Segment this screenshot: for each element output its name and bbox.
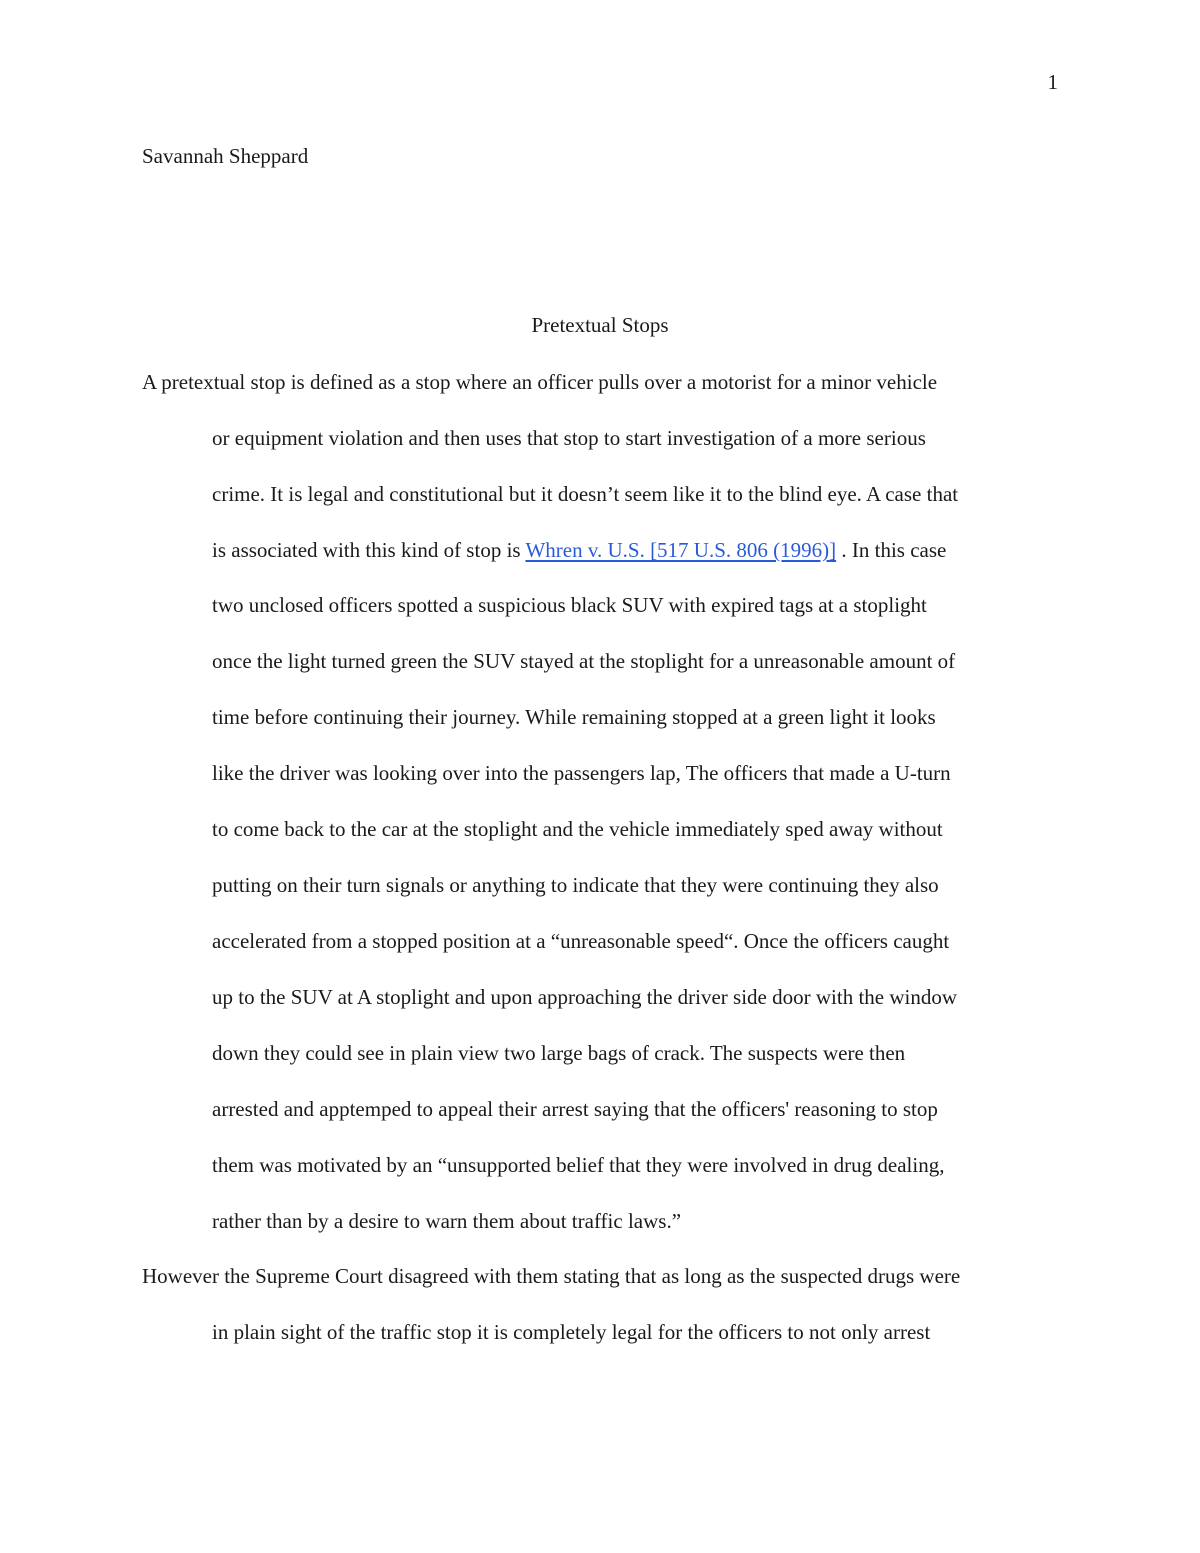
paragraph1-line-5: two unclosed officers spotted a suspicious black SUV with expired tags at a stoplight	[212, 593, 927, 617]
line4-text-before: is associated with this kind of stop is	[212, 538, 526, 562]
paragraph1-line-6: once the light turned green the SUV stayed at the stoplight for a unreasonable amount of	[212, 649, 956, 673]
paragraph1-line-11: accelerated from a stopped position at a “unreasonable speed“. Once the officers caught	[212, 929, 950, 953]
paragraph2-line-2: in plain sight of the traffic stop it is completely legal for the officers to not only arrest	[212, 1320, 931, 1344]
paragraph1-line-16: rather than by a desire to warn them about traffic laws.”	[212, 1209, 682, 1233]
paragraph1-line-9: to come back to the car at the stoplight and the vehicle immediately sped away without	[212, 817, 943, 841]
paragraph2-line-1: However the Supreme Court disagreed with them stating that as long as the suspected drugs were	[142, 1264, 961, 1288]
paragraph1-line-15: them was motivated by an “unsupported belief that they were involved in drug dealing,	[212, 1153, 945, 1177]
paragraph1-line-10: putting on their turn signals or anything to indicate that they were continuing they also	[212, 873, 939, 897]
paragraph1-line-1: A pretextual stop is defined as a stop where an officer pulls over a motorist for a minor vehicle	[142, 370, 938, 394]
paragraph1-line-14: arrested and apptemped to appeal their arrest saying that the officers' reasoning to stop	[212, 1097, 938, 1121]
paragraph1-line-7: time before continuing their journey. While remaining stopped at a green light it looks	[212, 705, 936, 729]
author-name: Savannah Sheppard	[142, 144, 309, 168]
paragraph1-line-12: up to the SUV at A stoplight and upon approaching the driver side door with the window	[212, 985, 958, 1009]
page-number: 1	[1047, 70, 1058, 94]
case-citation-link[interactable]: Whren v. U.S. [517 U.S. 806 (1996)]	[525, 538, 837, 562]
document-title: Pretextual Stops	[531, 313, 669, 337]
paragraph1-line-2: or equipment violation and then uses that stop to start investigation of a more serious	[212, 426, 926, 450]
paragraph1-line-8: like the driver was looking over into the passengers lap, The officers that made a U-turn	[212, 761, 951, 785]
paragraph1-line-13: down they could see in plain view two large bags of crack. The suspects were then	[212, 1041, 906, 1065]
line4-text-after: . In this case	[836, 538, 947, 562]
paragraph1-line-4	[212, 538, 946, 562]
paragraph1-line-3: crime. It is legal and constitutional but it doesn’t seem like it to the blind eye. A case that	[212, 482, 959, 506]
